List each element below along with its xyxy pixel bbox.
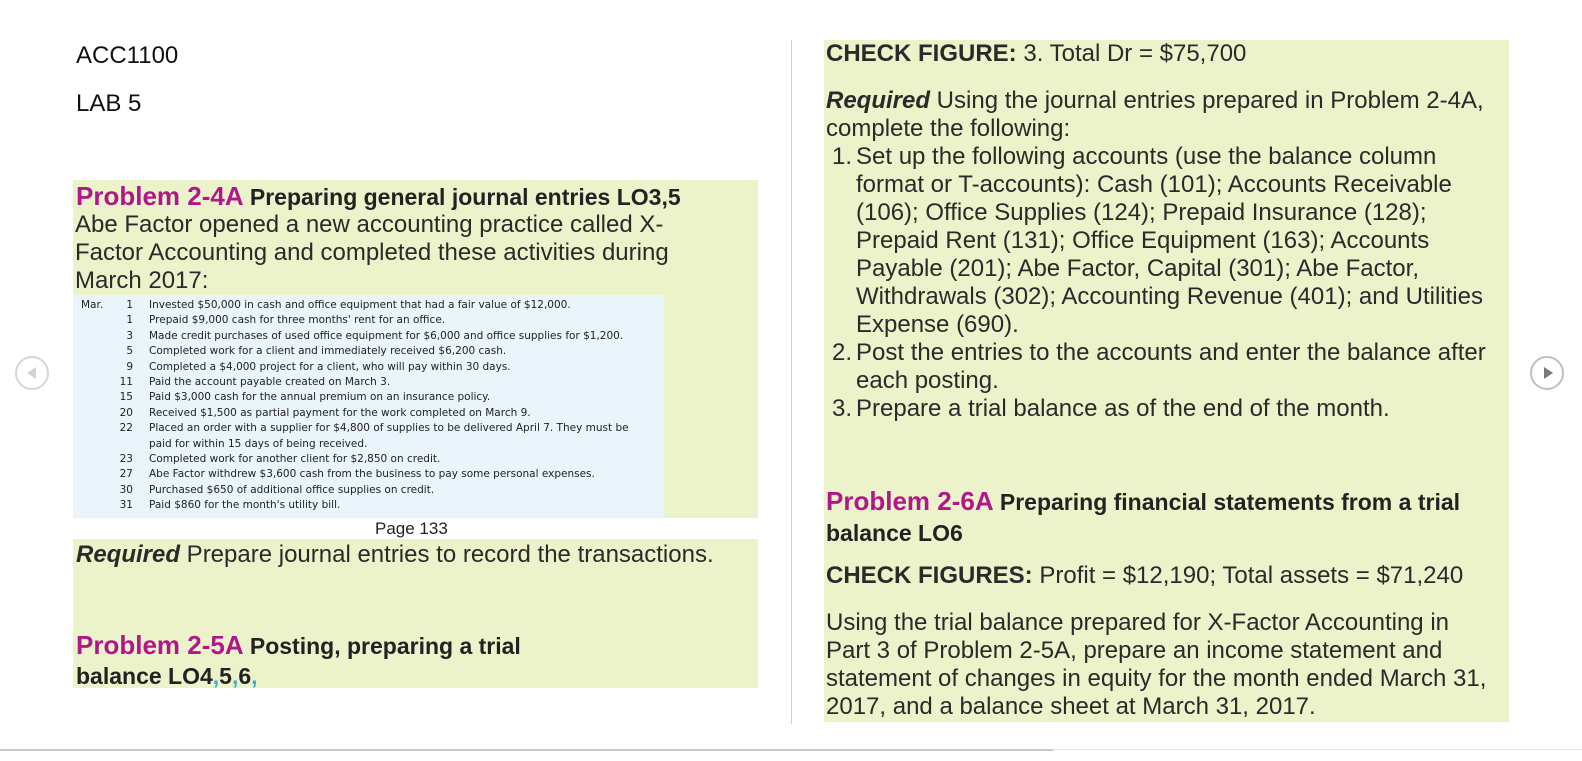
transaction-row: [73, 329, 654, 344]
requirement-text: Post the entries to the accounts and enter the balance after each posting.: [856, 339, 1486, 394]
transaction-row: [73, 360, 654, 375]
check-figure-value: 3. Total Dr = $75,700: [1016, 40, 1247, 67]
check-figure-label: CHECK FIGURE:: [826, 40, 1017, 67]
check-figures: [826, 562, 1463, 590]
transaction-month: [73, 406, 115, 421]
transaction-row: [73, 406, 654, 421]
transaction-row: [73, 313, 654, 328]
transaction-text: Purchased $650 of additional office supplies on credit.: [149, 483, 435, 496]
requirement-item: [826, 395, 1491, 423]
transaction-text: Completed work for a client and immediately received $6,200 cash.: [149, 345, 507, 358]
problem-25a-number: Problem 2-5A: [76, 630, 243, 660]
problem-26a-number: Problem 2-6A: [826, 486, 993, 516]
transaction-text: Completed a $4,000 project for a client, who will pay within 30 days.: [149, 360, 511, 373]
transaction-day: 15: [119, 391, 133, 404]
transaction-month: [73, 375, 115, 390]
required-text: Prepare journal entries to record the transactions.: [180, 541, 714, 568]
transaction-day: 5: [126, 345, 133, 358]
problem-26a-body: Using the trial balance prepared for X-Factor Accounting in Part 3 of Problem 2-5A, prepare an income statement and statement of changes in equity for the month ended March 31, 2017, and a balance sheet at March 31, 2017.: [826, 609, 1487, 720]
problem-24a-heading: [76, 181, 681, 212]
lo-b: 6: [238, 663, 252, 689]
previous-page-button[interactable]: [15, 356, 49, 390]
problem-26a-heading: [826, 486, 1496, 548]
lo-sep-3: ,: [251, 663, 258, 689]
transaction-row: [73, 344, 654, 359]
transaction-row: [73, 498, 654, 513]
page-divider: [791, 40, 792, 724]
transaction-row: [73, 421, 654, 452]
transaction-row: [73, 390, 654, 405]
transaction-day: 23: [119, 453, 133, 466]
problem-24a-intro: Abe Factor opened a new accounting practice called X-Factor Accounting and completed these activities during March 2017:: [75, 211, 669, 294]
transaction-text: Made credit purchases of used office equipment for $6,000 and office supplies for $1,200.: [149, 329, 624, 342]
transactions-panel: [73, 295, 664, 517]
transaction-text: Paid $860 for the month's utility bill.: [149, 499, 341, 512]
requirement-text: Prepare a trial balance as of the end of the month.: [856, 395, 1390, 422]
problem-25a-required: [826, 87, 1491, 143]
lo-sep-1: ,: [212, 663, 220, 689]
required-label: Required: [76, 541, 181, 568]
transaction-row: [73, 452, 654, 467]
transaction-month: [73, 452, 115, 467]
transaction-row: [73, 298, 654, 313]
transaction-day: 27: [119, 468, 133, 481]
transaction-month: Mar.: [81, 299, 104, 311]
transaction-row: [73, 375, 654, 390]
required-label-25a: Required: [826, 87, 931, 114]
course-code: ACC1100: [76, 42, 179, 69]
lab-label: LAB 5: [76, 90, 142, 117]
transaction-row: [73, 467, 654, 482]
transaction-day: 1: [126, 299, 133, 311]
transaction-day: 11: [119, 376, 133, 389]
transaction-month: [73, 360, 115, 375]
check-figures-label: CHECK FIGURES:: [826, 562, 1033, 589]
problem-25a-title-line2: balance LO4: [76, 663, 213, 689]
requirement-item: [826, 143, 1491, 339]
requirement-number: 2.: [832, 339, 853, 366]
required-text-25a: Using the journal entries prepared in Problem 2-4A, complete the following:: [826, 87, 1484, 142]
transaction-day: 30: [119, 483, 133, 496]
required-25a-block: [73, 539, 758, 688]
requirement-number: 3.: [832, 395, 853, 422]
chevron-right-icon: [1532, 358, 1562, 388]
problem-24a-number: Problem 2-4A: [76, 181, 243, 211]
transaction-month: [73, 344, 115, 359]
chevron-left-icon: [17, 358, 47, 388]
check-figure: [826, 40, 1246, 68]
problem-25a-heading: [76, 630, 521, 691]
transaction-month: [73, 498, 115, 513]
transaction-month: [73, 390, 115, 405]
requirement-text: Set up the following accounts (use the balance column format or T-accounts): Cash (101); Accounts Receivable (106); Office Supplies (124); Prepaid Insurance (128); Prepaid Rent (131); Office Equipment (163); Accounts Payable (201); Abe Factor, Capital (301); Abe Factor, Withdrawals (302); Accounting Revenue (401); and Utilities Expense (690).: [856, 143, 1483, 338]
transaction-day: 9: [126, 360, 133, 373]
next-page-button[interactable]: [1530, 356, 1564, 390]
transaction-text: Paid the account payable created on March 3.: [149, 376, 391, 389]
transaction-month: [73, 329, 115, 344]
requirement-number: 1.: [832, 143, 853, 170]
transaction-text: Paid $3,000 cash for the annual premium on an insurance policy.: [149, 391, 491, 404]
problem-25a-title-line1: Posting, preparing a trial: [249, 633, 521, 659]
transaction-day: 22: [119, 422, 133, 435]
transaction-text: Prepaid $9,000 cash for three months' rent for an office.: [149, 314, 446, 327]
transaction-month: [73, 483, 115, 498]
horizontal-scrollbar[interactable]: [0, 749, 1053, 751]
requirement-item: [826, 339, 1491, 395]
lo-tail: 5: [667, 184, 681, 210]
transaction-month: [73, 467, 115, 482]
bottom-edge: [1053, 749, 1582, 750]
problem-24a-required: [76, 541, 714, 569]
transaction-text: Received $1,500 as partial payment for the work completed on March 9.: [149, 406, 531, 419]
check-figures-value: Profit = $12,190; Total assets = $71,240: [1032, 562, 1464, 589]
transaction-text: Abe Factor withdrew $3,600 cash from the business to pay some personal expenses.: [149, 468, 595, 481]
lo-a: 5: [219, 663, 232, 689]
problem-24a-block: [73, 180, 758, 518]
page-number: Page 133: [375, 519, 448, 538]
transactions-table: [73, 298, 654, 514]
transaction-day: 1: [126, 314, 133, 327]
requirements-list: [826, 143, 1491, 423]
lo-separator: ,: [661, 184, 668, 210]
transaction-row: [73, 483, 654, 498]
transaction-day: 20: [119, 406, 133, 419]
problem-26a-title: Preparing financial statements from a trial balance LO6: [826, 489, 1461, 546]
transaction-day: 3: [126, 329, 133, 342]
transaction-month: [73, 421, 115, 452]
problem-24a-title: Preparing general journal entries LO3: [249, 184, 662, 210]
transaction-month: [73, 313, 115, 328]
transaction-text: Completed work for another client for $2,850 on credit.: [149, 453, 441, 466]
transaction-day: 31: [119, 499, 133, 512]
transaction-text: Invested $50,000 in cash and office equipment that had a fair value of $12,000.: [149, 299, 571, 311]
lo-sep-2: ,: [231, 663, 239, 689]
transaction-text: Placed an order with a supplier for $4,800 of supplies to be delivered April 7. They must be paid for within 15 days of being received.: [149, 422, 629, 450]
